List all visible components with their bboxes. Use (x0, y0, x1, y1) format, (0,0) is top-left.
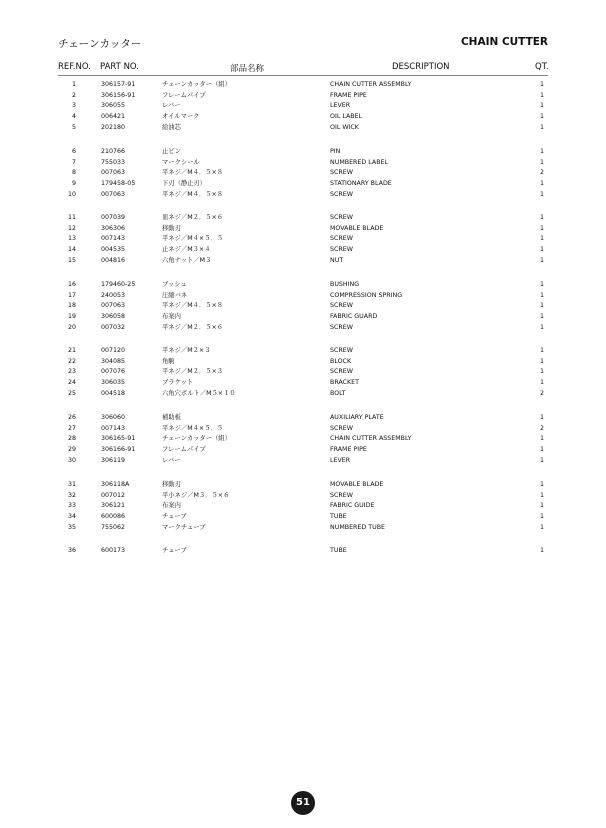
description: CHAIN CUTTER ASSEMBLY (330, 435, 412, 443)
japanese-name: 平ネジ／M４×５．５ (162, 424, 224, 432)
table-row (0, 512, 606, 523)
quantity: 1 (539, 502, 544, 510)
ref-number: 10 (67, 190, 76, 198)
ref-number: 8 (71, 169, 76, 177)
japanese-name: 平ネジ／M４．５×８ (162, 302, 224, 310)
description: BOLT (330, 389, 346, 397)
ref-number: 15 (67, 256, 76, 264)
description: NUMBERED TUBE (330, 523, 386, 531)
japanese-name: 布案内 (162, 502, 181, 510)
part-number: 007063 (101, 302, 126, 310)
table-row (0, 224, 606, 235)
description: OIL LABEL (330, 113, 363, 121)
quantity: 2 (539, 169, 544, 177)
quantity: 1 (539, 180, 544, 188)
description: SCREW (330, 190, 353, 198)
description: STATIONARY BLADE (330, 180, 392, 188)
japanese-name: 平小ネジ／M３．５×６ (162, 491, 230, 499)
description: SCREW (330, 302, 353, 310)
quantity: 1 (539, 123, 544, 131)
quantity: 1 (539, 91, 544, 99)
ref-number: 29 (67, 446, 76, 454)
description: COMPRESSION SPRING (330, 291, 403, 299)
quantity: 1 (539, 235, 544, 243)
part-number: 304085 (101, 357, 126, 365)
japanese-name: 平ネジ／M２×３ (162, 347, 211, 354)
table-row (0, 413, 606, 424)
table-row (0, 491, 606, 502)
part-number: 179458-05 (101, 180, 136, 188)
ref-number: 35 (67, 523, 76, 531)
table-row (0, 112, 606, 123)
column-header-description: DESCRIPTION (392, 62, 450, 72)
quantity: 1 (539, 113, 544, 121)
part-number: 007143 (101, 424, 126, 432)
japanese-name: 平ネジ／M２．５×６ (162, 323, 224, 331)
japanese-name: ブッシュ (162, 281, 187, 288)
description: NUMBERED LABEL (330, 158, 389, 166)
part-number: 007143 (101, 235, 126, 243)
part-number: 306156-91 (101, 91, 136, 99)
ref-number: 4 (71, 113, 76, 121)
ref-number: 31 (67, 481, 76, 488)
table-row (0, 291, 606, 302)
table-row (0, 256, 606, 267)
table-row (0, 101, 606, 112)
japanese-name: 下刃（静止刃） (162, 180, 207, 188)
table-row (0, 456, 606, 467)
japanese-name: マークシール (162, 158, 200, 166)
japanese-name: 平ネジ／M２．５×３ (162, 368, 224, 376)
ref-number: 19 (67, 313, 76, 321)
japanese-name: チューブ (162, 513, 187, 521)
quantity: 1 (539, 491, 544, 499)
japanese-name: フレームパイプ (162, 446, 206, 454)
column-header-ref: REF.NO. (58, 62, 91, 72)
part-number: 210766 (101, 148, 126, 155)
table-row (0, 389, 606, 400)
quantity: 2 (539, 424, 544, 432)
part-number: 007012 (101, 491, 126, 499)
table-row (0, 234, 606, 245)
table-row (0, 523, 606, 534)
japanese-name: 補助板 (162, 414, 181, 421)
part-number: 007063 (101, 169, 126, 177)
ref-number: 7 (71, 158, 76, 166)
quantity: 1 (539, 302, 544, 310)
description: TUBE (330, 513, 347, 521)
japanese-name: レバー (162, 456, 181, 464)
table-row (0, 123, 606, 134)
japanese-name: 圧縮バネ (162, 291, 188, 299)
ref-number: 25 (67, 389, 76, 397)
part-number: 007063 (101, 190, 126, 198)
description: SCREW (330, 323, 353, 331)
part-number: 306306 (101, 224, 126, 232)
part-number: 755062 (101, 523, 126, 531)
ref-number: 24 (67, 379, 76, 387)
part-number: 306157-91 (101, 81, 136, 88)
quantity: 1 (539, 357, 544, 365)
description: SCREW (330, 246, 353, 254)
quantity: 1 (539, 256, 544, 264)
description: LEVER (330, 456, 351, 464)
part-number: 179460-25 (101, 281, 136, 288)
table-row (0, 147, 606, 158)
quantity: 1 (539, 523, 544, 531)
column-header-quantity: QT. (535, 62, 549, 72)
description: FRAME PIPE (330, 446, 367, 454)
part-number: 306121 (101, 502, 126, 510)
ref-number: 34 (67, 513, 76, 521)
quantity: 1 (539, 368, 544, 376)
quantity: 1 (539, 414, 544, 421)
table-row (0, 357, 606, 368)
part-number: 306058 (101, 313, 126, 321)
part-number: 240053 (101, 291, 126, 299)
table-row (0, 301, 606, 312)
japanese-name: 角駒 (162, 357, 175, 365)
table-row (0, 168, 606, 179)
description: SCREW (330, 347, 353, 354)
part-number: 007120 (101, 347, 126, 354)
part-number: 006421 (101, 113, 126, 121)
japanese-name: 止ピン (162, 148, 181, 155)
description: LEVER (330, 102, 351, 110)
part-number: 004816 (101, 256, 126, 264)
ref-number: 1 (71, 81, 76, 88)
description: BUSHING (330, 281, 360, 288)
japanese-name: 止ネジ／M３×４ (162, 246, 211, 254)
ref-number: 5 (71, 123, 76, 131)
ref-number: 36 (67, 547, 76, 554)
ref-number: 16 (67, 281, 76, 288)
description: FABRIC GUARD (330, 313, 378, 321)
japanese-name: 平ネジ／M４．５×８ (162, 190, 224, 198)
part-number: 306060 (101, 414, 126, 421)
table-row (0, 434, 606, 445)
description: FABRIC GUIDE (330, 502, 375, 510)
ref-number: 14 (67, 246, 76, 254)
part-number: 306119 (101, 456, 126, 464)
table-row (0, 312, 606, 323)
table-row (0, 245, 606, 256)
quantity: 2 (539, 389, 544, 397)
description: SCREW (330, 169, 353, 177)
column-header-part: PART NO. (100, 62, 139, 72)
japanese-name: 皿ネジ／M２．５×６ (162, 214, 224, 221)
description: CHAIN CUTTER ASSEMBLY (330, 81, 412, 88)
quantity: 1 (539, 214, 544, 221)
description: SCREW (330, 235, 353, 243)
ref-number: 33 (67, 502, 76, 510)
description: NUT (330, 256, 344, 264)
table-row (0, 280, 606, 291)
ref-number: 17 (67, 291, 76, 299)
table-row (0, 91, 606, 102)
part-number: 202180 (101, 123, 126, 131)
japanese-name: レバー (162, 102, 181, 110)
page-title-english: CHAIN CUTTER (460, 36, 548, 48)
description: MOVABLE BLADE (330, 224, 384, 232)
part-number: 600173 (101, 547, 126, 554)
ref-number: 22 (67, 357, 76, 365)
ref-number: 2 (71, 91, 76, 99)
table-row (0, 480, 606, 491)
japanese-name: 平ネジ／M４×５．５ (162, 235, 224, 243)
quantity: 1 (539, 190, 544, 198)
quantity: 1 (539, 158, 544, 166)
table-row (0, 323, 606, 334)
page-title-japanese: チェーンカッター (58, 38, 142, 50)
ref-number: 26 (67, 414, 76, 421)
ref-number: 28 (67, 435, 76, 443)
description: PIN (330, 148, 341, 155)
japanese-name: オイルマーク (162, 113, 200, 121)
description: SCREW (330, 491, 353, 499)
japanese-name: チェーンカッター（組） (162, 81, 231, 88)
quantity: 1 (539, 513, 544, 521)
japanese-name: フレームパイプ (162, 91, 206, 99)
quantity: 1 (539, 281, 544, 288)
quantity: 1 (539, 246, 544, 254)
japanese-name: 平ネジ／M４．５×８ (162, 169, 224, 177)
part-number: 306035 (101, 379, 126, 387)
table-row (0, 501, 606, 512)
quantity: 1 (539, 456, 544, 464)
description: AUXILIARY PLATE (330, 414, 384, 421)
japanese-name: 給油芯 (162, 123, 181, 131)
part-number: 306055 (101, 102, 126, 110)
quantity: 1 (539, 446, 544, 454)
japanese-name: チューブ (162, 547, 187, 554)
quantity: 1 (539, 102, 544, 110)
part-number: 755033 (101, 158, 126, 166)
description: TUBE (330, 547, 347, 554)
ref-number: 32 (67, 491, 76, 499)
ref-number: 11 (67, 214, 76, 221)
part-number: 306118A (101, 481, 130, 488)
part-number: 600086 (101, 513, 126, 521)
description: MOVABLE BLADE (330, 481, 384, 488)
quantity: 1 (539, 481, 544, 488)
quantity: 1 (539, 313, 544, 321)
part-number: 004535 (101, 246, 126, 254)
table-row (0, 367, 606, 378)
description: SCREW (330, 424, 353, 432)
quantity: 1 (539, 347, 544, 354)
japanese-name: 六角ナット／M３ (162, 256, 212, 264)
description: FRAME PIPE (330, 91, 367, 99)
quantity: 1 (539, 81, 544, 88)
ref-number: 6 (71, 148, 76, 155)
japanese-name: 移動刃 (162, 224, 181, 232)
part-number: 306166-91 (101, 446, 136, 454)
table-row (0, 424, 606, 435)
table-row (0, 445, 606, 456)
ref-number: 13 (67, 235, 76, 243)
ref-number: 20 (67, 323, 76, 331)
table-row (0, 158, 606, 169)
description: SCREW (330, 368, 353, 376)
part-number: 306165-91 (101, 435, 136, 443)
part-number: 007039 (101, 214, 126, 221)
description: SCREW (330, 214, 353, 221)
description: BRACKET (330, 379, 359, 387)
quantity: 1 (539, 291, 544, 299)
page-number-badge: 51 (291, 791, 315, 815)
table-row (0, 546, 606, 557)
column-header-japanese-name: 部品名称 (230, 64, 265, 74)
quantity: 1 (539, 323, 544, 331)
table-row (0, 213, 606, 224)
table-row (0, 179, 606, 190)
japanese-name: 六角穴ボルト／M５×１０ (162, 389, 236, 397)
quantity: 1 (539, 379, 544, 387)
description: BLOCK (330, 357, 352, 365)
part-number: 004518 (101, 389, 126, 397)
description: OIL WICK (330, 123, 359, 131)
ref-number: 3 (71, 102, 76, 110)
table-row (0, 378, 606, 389)
table-row (0, 190, 606, 201)
quantity: 1 (539, 435, 544, 443)
japanese-name: チェーンカッター（組） (162, 435, 231, 443)
quantity: 1 (539, 224, 544, 232)
quantity: 1 (539, 148, 544, 155)
ref-number: 23 (67, 368, 76, 376)
japanese-name: ブラケット (162, 379, 194, 387)
table-row (0, 346, 606, 357)
part-number: 007032 (101, 323, 126, 331)
japanese-name: 移動刃 (162, 481, 181, 488)
quantity: 1 (539, 547, 544, 554)
ref-number: 18 (67, 302, 76, 310)
ref-number: 9 (71, 180, 76, 188)
ref-number: 12 (67, 224, 76, 232)
ref-number: 30 (67, 456, 76, 464)
ref-number: 21 (67, 347, 76, 354)
part-number: 007076 (101, 368, 126, 376)
japanese-name: マークチューブ (162, 523, 206, 531)
japanese-name: 布案内 (162, 313, 181, 321)
table-row (0, 80, 606, 91)
ref-number: 27 (67, 424, 76, 432)
